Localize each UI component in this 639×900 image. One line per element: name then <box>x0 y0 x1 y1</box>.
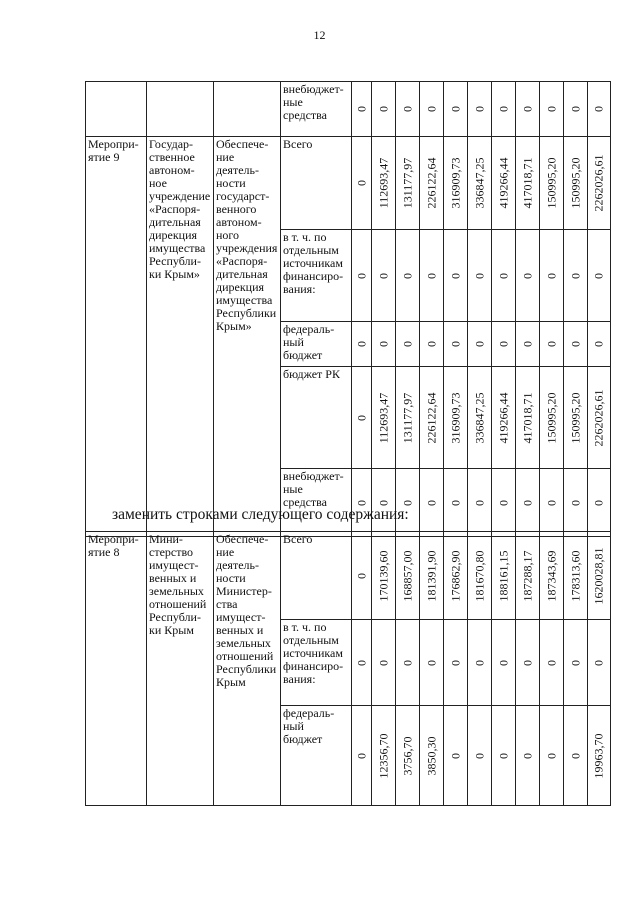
value-text: 419266,44 <box>496 157 510 209</box>
value-cell <box>444 532 468 620</box>
funding-source-cell: бюджет РК <box>281 367 352 469</box>
executor-cell: Мини- стерство имущест- венных и земельных отношений Республи- ки Крым <box>147 532 214 806</box>
value-cell <box>516 82 540 137</box>
value-cell <box>396 469 420 537</box>
value-cell <box>540 367 564 469</box>
value-text: 0 <box>354 341 368 347</box>
value-text: 0 <box>376 659 390 666</box>
value-cell <box>588 706 611 806</box>
value-cell <box>372 230 396 322</box>
value-text: 0 <box>448 659 462 666</box>
value-text: 0 <box>496 499 510 506</box>
value-cell <box>540 532 564 620</box>
value-text: 0 <box>496 341 510 347</box>
value-cell <box>420 367 444 469</box>
value-text: 0 <box>520 499 534 506</box>
value-text: 131177,97 <box>400 157 414 209</box>
funding-source-cell: Всего <box>281 137 352 230</box>
value-text: 168857,00 <box>400 550 414 601</box>
value-text: 0 <box>472 659 486 666</box>
value-cell <box>516 620 540 706</box>
value-text: 316909,73 <box>448 157 462 209</box>
value-text: 0 <box>591 341 606 347</box>
funding-table-activity-8 <box>85 531 611 806</box>
value-cell <box>420 469 444 537</box>
value-text: 0 <box>400 272 414 279</box>
value-text: 0 <box>424 341 438 347</box>
value-cell <box>564 137 588 230</box>
value-cell <box>420 137 444 230</box>
value-cell <box>444 322 468 367</box>
value-cell <box>396 137 420 230</box>
activity-cell: Меропри- ятие 9 <box>86 137 147 537</box>
executor-cell: Государ- ственное автоном- ное учреждение «Распоря- дительная дирекция имущества Республи- ки Крым» <box>147 137 214 537</box>
value-cell <box>396 620 420 706</box>
description-cell: Обеспече- ние деятель- ности государст- венного автоном- ного учреждения «Распоря- дительная дирекция имущества Республики Крым» <box>214 137 281 537</box>
value-cell <box>540 322 564 367</box>
value-cell <box>468 706 492 806</box>
value-cell <box>352 469 372 537</box>
value-text: 0 <box>472 752 486 759</box>
value-cell <box>444 230 468 322</box>
value-text: 0 <box>520 106 534 112</box>
value-text: 0 <box>472 106 486 112</box>
value-cell <box>468 137 492 230</box>
value-cell <box>492 706 516 806</box>
value-cell <box>516 706 540 806</box>
value-cell <box>444 469 468 537</box>
value-cell <box>468 532 492 620</box>
table-row <box>86 82 611 137</box>
value-text: 187288,17 <box>520 550 534 601</box>
value-cell <box>352 706 372 806</box>
value-cell <box>492 230 516 322</box>
funding-source-cell: внебюджет- ные средства <box>281 82 352 137</box>
funding-table-activity-9 <box>85 81 611 537</box>
value-text: 0 <box>354 752 368 759</box>
value-text: 0 <box>376 341 390 347</box>
value-text: 0 <box>496 752 510 759</box>
value-text: 336847,25 <box>472 392 486 443</box>
value-cell <box>564 532 588 620</box>
value-cell <box>516 137 540 230</box>
value-cell <box>372 322 396 367</box>
value-text: 0 <box>544 272 558 279</box>
value-text: 0 <box>354 272 368 279</box>
value-cell <box>492 322 516 367</box>
table-row <box>86 137 611 230</box>
value-cell <box>492 82 516 137</box>
value-text: 0 <box>376 106 390 112</box>
value-text: 0 <box>354 659 368 666</box>
value-cell <box>492 532 516 620</box>
value-cell <box>352 82 372 137</box>
value-cell <box>444 367 468 469</box>
value-text: 0 <box>544 341 558 347</box>
value-cell <box>396 230 420 322</box>
value-cell <box>516 367 540 469</box>
value-text: 0 <box>424 659 438 666</box>
table-row <box>86 532 611 620</box>
value-cell <box>352 137 372 230</box>
value-cell <box>492 137 516 230</box>
value-text: 0 <box>424 272 438 279</box>
value-text: 0 <box>400 499 414 506</box>
value-text: 0 <box>568 499 582 506</box>
value-text: 226122,64 <box>424 392 438 443</box>
funding-source-cell: Всего <box>281 532 352 620</box>
value-text: 0 <box>591 659 606 666</box>
value-text: 0 <box>496 272 510 279</box>
value-text: 0 <box>568 752 582 759</box>
empty-cell <box>147 82 214 137</box>
value-cell <box>540 469 564 537</box>
page-number: 12 <box>313 28 326 42</box>
value-cell <box>564 469 588 537</box>
funding-source-cell: внебюджет- ные средства <box>281 469 352 537</box>
value-text: 181391,90 <box>424 550 438 601</box>
value-cell <box>444 620 468 706</box>
value-cell <box>564 706 588 806</box>
value-cell <box>492 469 516 537</box>
value-text: 12356,70 <box>376 733 390 778</box>
value-text: 0 <box>591 499 606 506</box>
value-text: 150995,20 <box>568 157 582 209</box>
value-cell <box>588 322 611 367</box>
value-text: 0 <box>568 272 582 279</box>
value-cell <box>420 620 444 706</box>
value-cell <box>468 469 492 537</box>
value-cell <box>588 532 611 620</box>
empty-cell <box>214 82 281 137</box>
value-cell <box>588 367 611 469</box>
value-text: 226122,64 <box>424 157 438 209</box>
value-text: 0 <box>544 752 558 759</box>
value-cell <box>540 706 564 806</box>
value-cell <box>564 367 588 469</box>
value-text: 0 <box>520 659 534 666</box>
value-text: 178313,60 <box>568 550 582 601</box>
value-text: 150995,20 <box>568 392 582 443</box>
value-cell <box>352 322 372 367</box>
value-text: 150995,20 <box>544 157 558 209</box>
funding-source-cell: федераль- ный бюджет <box>281 322 352 367</box>
value-cell <box>564 230 588 322</box>
value-text: 0 <box>448 272 462 279</box>
value-cell <box>372 706 396 806</box>
value-cell <box>564 620 588 706</box>
value-text: 0 <box>520 341 534 347</box>
value-text: 0 <box>520 272 534 279</box>
value-text: 112693,47 <box>376 157 390 209</box>
value-text: 316909,73 <box>448 392 462 443</box>
value-cell <box>492 367 516 469</box>
value-text: 0 <box>354 572 368 579</box>
value-text: 0 <box>496 106 510 112</box>
value-cell <box>588 82 611 137</box>
value-cell <box>372 82 396 137</box>
value-text: 181670,80 <box>472 550 486 601</box>
value-cell <box>540 620 564 706</box>
value-text: 0 <box>496 659 510 666</box>
value-text: 0 <box>376 499 390 506</box>
value-text: 170139,60 <box>376 550 390 601</box>
value-text: 0 <box>354 414 368 421</box>
value-text: 0 <box>544 659 558 666</box>
value-text: 3850,30 <box>424 736 438 775</box>
value-text: 0 <box>544 499 558 506</box>
value-cell <box>396 706 420 806</box>
value-cell <box>564 322 588 367</box>
value-cell <box>372 532 396 620</box>
value-text: 0 <box>400 106 414 112</box>
value-text: 2262026,61 <box>591 154 606 212</box>
value-cell <box>468 620 492 706</box>
value-text: 0 <box>400 341 414 347</box>
value-text: 2262026,61 <box>591 389 606 446</box>
value-cell <box>420 322 444 367</box>
description-cell: Обеспече- ние деятель- ности Министер- ства имущест- венных и земельных отношений Республики Крым <box>214 532 281 806</box>
value-cell <box>444 137 468 230</box>
value-text: 0 <box>424 106 438 112</box>
value-cell <box>468 82 492 137</box>
value-text: 176862,90 <box>448 550 462 601</box>
value-cell <box>352 230 372 322</box>
value-text: 0 <box>448 341 462 347</box>
value-text: 417018,71 <box>520 157 534 209</box>
value-cell <box>420 230 444 322</box>
value-cell <box>588 469 611 537</box>
value-text: 0 <box>448 499 462 506</box>
value-cell <box>516 532 540 620</box>
value-text: 0 <box>568 341 582 347</box>
value-cell <box>516 322 540 367</box>
value-text: 0 <box>472 341 486 347</box>
value-text: 0 <box>472 272 486 279</box>
value-cell <box>372 367 396 469</box>
value-text: 19963,70 <box>591 733 606 778</box>
value-cell <box>492 620 516 706</box>
value-text: 0 <box>591 272 606 279</box>
value-text: 0 <box>568 106 582 112</box>
value-cell <box>516 230 540 322</box>
empty-cell <box>86 82 147 137</box>
value-cell <box>396 367 420 469</box>
value-text: 0 <box>354 499 368 506</box>
value-cell <box>420 706 444 806</box>
value-text: 0 <box>448 752 462 759</box>
value-text: 336847,25 <box>472 157 486 209</box>
value-text: 0 <box>376 272 390 279</box>
value-cell <box>420 82 444 137</box>
value-cell <box>540 137 564 230</box>
value-cell <box>588 620 611 706</box>
value-text: 0 <box>472 499 486 506</box>
value-text: 150995,20 <box>544 392 558 443</box>
activity-cell: Меропри- ятие 8 <box>86 532 147 806</box>
value-text: 187343,69 <box>544 550 558 601</box>
value-text: 3756,70 <box>400 736 414 775</box>
value-cell <box>468 367 492 469</box>
value-cell <box>588 137 611 230</box>
value-text: 131177,97 <box>400 392 414 443</box>
value-cell <box>352 620 372 706</box>
value-text: 0 <box>424 499 438 506</box>
funding-source-cell: в т. ч. по отдельным источникам финансиро- вания: <box>281 620 352 706</box>
value-cell <box>372 137 396 230</box>
value-cell <box>540 230 564 322</box>
value-text: 188161,15 <box>496 550 510 601</box>
value-cell <box>540 82 564 137</box>
funding-source-cell: федераль- ный бюджет <box>281 706 352 806</box>
value-cell <box>396 322 420 367</box>
value-cell <box>444 82 468 137</box>
value-cell <box>396 82 420 137</box>
value-cell <box>352 532 372 620</box>
value-cell <box>588 230 611 322</box>
value-cell <box>468 322 492 367</box>
value-text: 0 <box>448 106 462 112</box>
value-text: 0 <box>520 752 534 759</box>
value-text: 0 <box>591 106 606 112</box>
value-cell <box>564 82 588 137</box>
value-cell <box>468 230 492 322</box>
value-cell <box>372 469 396 537</box>
value-cell <box>396 532 420 620</box>
value-text: 0 <box>400 659 414 666</box>
value-text: 417018,71 <box>520 392 534 443</box>
value-text: 0 <box>354 106 368 112</box>
value-text: 419266,44 <box>496 392 510 443</box>
value-cell <box>516 469 540 537</box>
value-cell <box>420 532 444 620</box>
value-cell <box>352 367 372 469</box>
value-text: 1620028,81 <box>591 547 606 604</box>
funding-source-cell: в т. ч. по отдельным источникам финансиро- вания: <box>281 230 352 322</box>
value-text: 112693,47 <box>376 392 390 443</box>
value-text: 0 <box>544 106 558 112</box>
value-cell <box>444 706 468 806</box>
replacement-heading: заменить строками следующего содержания: <box>112 506 409 523</box>
value-text: 0 <box>354 180 368 186</box>
value-cell <box>372 620 396 706</box>
value-text: 0 <box>568 659 582 666</box>
